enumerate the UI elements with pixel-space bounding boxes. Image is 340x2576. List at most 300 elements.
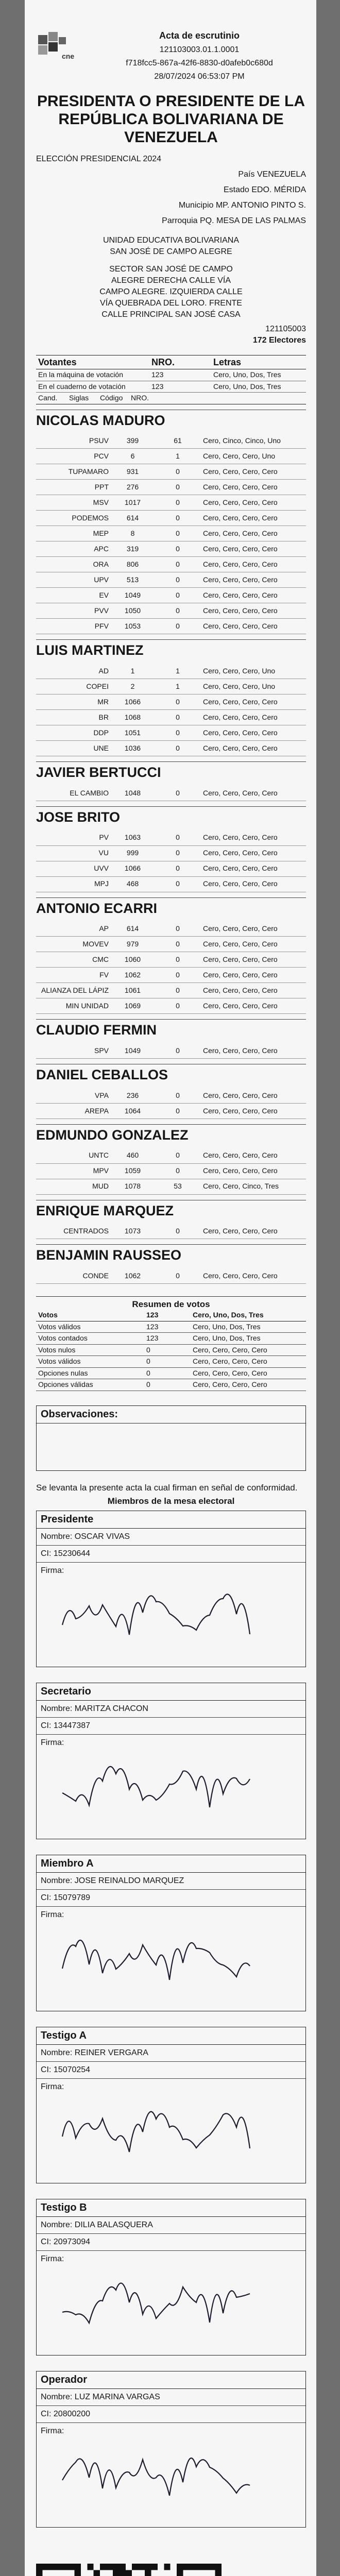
summary-row [36,1345,306,1357]
party-code: 806 [126,560,139,569]
party-votes: 0 [176,924,180,933]
cne-logo-icon [36,30,86,66]
candidate-name: CLAUDIO FERMIN [36,1019,306,1039]
party-acronym: UVV [94,864,109,873]
party-acronym: EL CAMBIO [70,788,109,797]
party-acronym: ALIANZA DEL LÁPIZ [41,986,109,995]
party-row [36,968,306,983]
member-role: Testigo A [37,2027,305,2045]
member-block [36,2199,306,2355]
party-row [36,1043,306,1059]
party-votes: 0 [176,849,180,857]
party-code: 1069 [124,1002,141,1010]
electors-count: 172 Electores [252,335,306,345]
member-role: Testigo B [37,2199,305,2217]
summary-rows [36,1321,306,1391]
signature-icon [52,1755,268,1822]
party-votes: 0 [176,1271,180,1280]
col-cand: Cand. [38,394,58,402]
row-label: En la máquina de votación [38,370,123,379]
party-row [36,694,306,710]
party-votes: 0 [176,955,180,964]
party-letters: Cero, Cero, Cinco, Tres [203,1182,279,1191]
summary-row [36,1333,306,1345]
election-meta [36,154,306,226]
party-code: 979 [126,940,139,948]
qr-code-icon [36,2564,222,2576]
center-line: ALEGRE DERECHA CALLE VÍA [111,276,231,285]
party-code: 1049 [124,1046,141,1055]
members-list [36,1511,306,2528]
scrutiny-receipt [25,0,316,2576]
member-role: Presidente [37,1511,305,1529]
party-acronym: MPJ [94,879,109,888]
party-row [36,541,306,557]
party-acronym: PODEMOS [72,514,109,522]
party-acronym: EV [99,591,109,600]
voting-center [36,235,306,346]
firma-label: Firma: [41,1910,64,1920]
summary-number: 0 [146,1357,150,1366]
member-ci: CI: 15079789 [37,1890,305,1907]
member-block [36,2027,306,2183]
party-votes: 0 [176,529,180,538]
party-code: 614 [126,514,139,522]
party-letters: Cero, Cero, Cero, Cero [203,955,278,964]
party-code: 236 [126,1091,139,1099]
member-block [36,2371,306,2528]
col-number: NRO. [151,357,175,367]
state: Estado EDO. MÉRIDA [223,185,306,194]
party-row [36,603,306,619]
party-votes: 0 [176,1106,180,1115]
closing-statement: Se levanta la presente acta la cual firman en señal de conformidad. [36,1482,298,1493]
row-label: En el cuaderno de votación [38,382,126,391]
party-acronym: VPA [95,1091,109,1099]
header-datetime: 28/07/2024 06:53:07 PM [154,72,245,81]
center-line: UNIDAD EDUCATIVA BOLIVARIANA [103,235,240,245]
party-letters: Cero, Cero, Cero, Cero [203,483,278,492]
summary-label: Opciones nulas [38,1368,88,1377]
candidate-name: JOSE BRITO [36,806,306,826]
party-letters: Cero, Cero, Cero, Cero [203,514,278,522]
party-votes: 1 [176,666,180,675]
party-code: 1062 [124,971,141,979]
signature-area [37,1735,305,1839]
member-name: Nombre: MARITZA CHACON [37,1701,305,1718]
candidate-name: NICOLAS MADURO [36,410,306,430]
summary-row [36,1356,306,1368]
party-acronym: CMC [92,955,109,964]
party-acronym: AD [98,666,109,675]
party-row [36,480,306,495]
signature-icon [52,2444,268,2511]
observations-label: Observaciones: [37,1406,305,1423]
col-siglas: Siglas [69,394,89,402]
party-code: 1078 [124,1182,141,1191]
party-acronym: COPEI [86,682,109,690]
party-votes: 0 [176,1002,180,1010]
party-code: 276 [126,483,139,492]
party-acronym: DDP [93,728,109,737]
col-code: Código [100,394,123,402]
summary-number: 0 [146,1380,150,1389]
member-role: Operador [37,2371,305,2389]
header [36,30,306,85]
party-acronym: APC [94,545,109,553]
party-code: 1062 [124,1271,141,1280]
table-row [36,381,306,393]
party-letters: Cero, Cero, Cero, Cero [203,1002,278,1010]
center-line: VÍA QUEBRADA DEL LORO. FRENTE [100,298,242,308]
party-acronym: BR [98,713,109,721]
party-votes: 0 [176,879,180,888]
party-letters: Cero, Cero, Cero, Cero [203,467,278,476]
firma-label: Firma: [41,2082,64,2092]
party-votes: 0 [176,545,180,553]
party-code: 513 [126,575,139,584]
party-code: 614 [126,924,139,933]
center-line: CAMPO ALEGRE. IZQUIERDA CALLE [99,287,243,296]
party-row [36,831,306,846]
party-acronym: MR [97,697,109,706]
party-votes: 0 [176,575,180,584]
party-letters: Cero, Cero, Cero, Cero [203,1227,278,1235]
summary-letters: Cero, Uno, Dos, Tres [193,1322,261,1331]
summary-head [36,1310,306,1321]
main-title: PRESIDENTA O PRESIDENTE DE LA REPÚBLICA BOLIVARIANA DE VENEZUELA [37,92,305,146]
signature-icon [52,1583,268,1650]
party-votes: 0 [176,971,180,979]
party-letters: Cero, Cero, Cero, Uno [203,666,276,675]
party-code: 460 [126,1151,139,1160]
party-row [36,588,306,603]
summary-label: Votos contados [38,1334,88,1343]
party-code: 1063 [124,833,141,842]
party-row [36,937,306,952]
party-letters: Cero, Cero, Cero, Uno [203,452,276,461]
party-acronym: AP [99,924,109,933]
signature-icon [52,2272,268,2338]
member-name: Nombre: OSCAR VIVAS [37,1529,305,1546]
party-row [36,1268,306,1284]
party-letters: Cero, Cero, Cero, Cero [203,498,278,507]
party-acronym: FV [99,971,109,979]
party-letters: Cero, Cero, Cero, Cero [203,1151,278,1160]
member-name: Nombre: DILIA BALASQUERA [37,2217,305,2234]
party-code: 1053 [124,622,141,631]
party-row [36,1088,306,1104]
row-letters: Cero, Uno, Dos, Tres [213,382,281,391]
party-letters: Cero, Cero, Cero, Cero [203,879,278,888]
party-letters: Cero, Cinco, Cinco, Uno [203,436,281,445]
party-code: 1017 [124,498,141,507]
party-votes: 0 [176,560,180,569]
party-row [36,433,306,449]
party-row [36,1164,306,1179]
party-letters: Cero, Cero, Cero, Cero [203,924,278,933]
party-acronym: PPT [94,483,109,492]
party-row [36,449,306,464]
party-letters: Cero, Cero, Cero, Cero [203,560,278,569]
party-letters: Cero, Cero, Cero, Cero [203,529,278,538]
summary-number: 123 [146,1311,159,1319]
party-letters: Cero, Cero, Cero, Cero [203,864,278,873]
summary-letters: Cero, Uno, Dos, Tres [193,1334,261,1343]
party-row [36,1179,306,1195]
member-role: Secretario [37,1683,305,1701]
party-votes: 0 [176,788,180,797]
firma-label: Firma: [41,2427,64,2436]
summary-number: 0 [146,1345,150,1354]
parish: Parroquia PQ. MESA DE LAS PALMAS [162,216,306,225]
party-row [36,1224,306,1239]
party-letters: Cero, Cero, Cero, Cero [203,1106,278,1115]
party-votes: 0 [176,591,180,600]
party-code: 399 [126,436,139,445]
summary-label: Votos nulos [38,1345,76,1354]
summary-number: 123 [146,1334,159,1343]
candidate-name: BENJAMIN RAUSSEO [36,1244,306,1264]
party-votes: 0 [176,606,180,615]
member-ci: CI: 20973094 [37,2234,305,2251]
party-row [36,725,306,741]
party-code: 1061 [124,986,141,995]
party-acronym: MPV [93,1166,109,1175]
party-code: 8 [130,529,135,538]
voters-table-header [36,355,306,370]
party-code: 1059 [124,1166,141,1175]
signature-area [37,2251,305,2355]
center-line: SAN JOSÉ DE CAMPO ALEGRE [110,247,232,256]
party-letters: Cero, Cero, Cero, Cero [203,743,278,752]
party-letters: Cero, Cero, Cero, Cero [203,728,278,737]
party-acronym: ORA [93,560,109,569]
party-acronym: UNE [93,743,109,752]
party-code: 1073 [124,1227,141,1235]
party-row [36,557,306,572]
party-votes: 61 [174,436,182,445]
party-votes: 0 [176,1091,180,1099]
signature-icon [52,1927,268,1994]
header-uuid: f718fcc5-867a-42f6-8830-d0afeb0c680d [126,58,273,67]
summary-label: Votos válidos [38,1357,81,1366]
party-row [36,741,306,756]
party-acronym: PCV [94,452,109,461]
member-name: Nombre: JOSE REINALDO MARQUEZ [37,1873,305,1890]
party-votes: 0 [176,697,180,706]
party-votes: 0 [176,1046,180,1055]
signature-area [37,2423,305,2527]
col-letters: Letras [213,357,242,367]
party-acronym: SPV [94,1046,109,1055]
party-letters: Cero, Cero, Cero, Cero [203,1166,278,1175]
party-code: 1036 [124,743,141,752]
member-ci: CI: 15230644 [37,1546,305,1563]
summary-number: 0 [146,1368,150,1377]
party-row [36,877,306,892]
party-votes: 0 [176,940,180,948]
party-letters: Cero, Cero, Cero, Cero [203,713,278,721]
candidate-name: ENRIQUE MARQUEZ [36,1200,306,1220]
party-acronym: PV [99,833,109,842]
summary-label: Votos válidos [38,1322,81,1331]
party-row [36,952,306,968]
col-voters: Votantes [38,357,77,367]
firma-label: Firma: [41,2255,64,2264]
party-acronym: PSUV [89,436,109,445]
party-votes: 0 [176,864,180,873]
party-votes: 0 [176,514,180,522]
party-votes: 0 [176,1227,180,1235]
candidate-name: DANIEL CEBALLOS [36,1064,306,1084]
country: País VENEZUELA [238,170,306,179]
party-row [36,846,306,861]
header-title: Acta de escrutinio [159,30,240,41]
party-acronym: CONDE [82,1271,109,1280]
party-code: 1068 [124,713,141,721]
party-votes: 0 [176,1151,180,1160]
party-code: 1049 [124,591,141,600]
party-acronym: VU [98,849,109,857]
party-votes: 1 [176,682,180,690]
party-letters: Cero, Cero, Cero, Cero [203,591,278,600]
party-row [36,572,306,588]
party-votes: 0 [176,622,180,631]
election-name: ELECCIÓN PRESIDENCIAL 2024 [36,154,162,163]
party-code: 1051 [124,728,141,737]
member-block [36,1511,306,1667]
summary-row [36,1368,306,1380]
signature-area [37,1563,305,1667]
party-acronym: CENTRADOS [63,1227,109,1235]
observations-box [36,1405,306,1471]
center-line: SECTOR SAN JOSÉ DE CAMPO [109,264,233,274]
party-row [36,679,306,694]
center-line: CALLE PRINCIPAL SAN JOSÉ CASA [101,310,241,319]
signature-area [37,1907,305,2011]
summary-letters: Cero, Cero, Cero, Cero [193,1357,267,1366]
party-acronym: PVV [94,606,109,615]
party-code: 1066 [124,697,141,706]
col-nro: NRO. [131,394,149,402]
party-code: 6 [130,452,135,461]
party-code: 1066 [124,864,141,873]
party-code: 319 [126,545,139,553]
candidates-subheader [36,393,306,404]
center-code: 121105003 [265,324,306,333]
party-acronym: UNTC [89,1151,109,1160]
firma-label: Firma: [41,1566,64,1575]
party-row [36,861,306,877]
summary-title: Resumen de votos [36,1296,306,1310]
member-name: Nombre: REINER VERGARA [37,2045,305,2062]
signature-area [37,2079,305,2183]
party-code: 1048 [124,788,141,797]
party-row [36,619,306,634]
member-ci: CI: 15070254 [37,2062,305,2079]
candidate-name: LUIS MARTINEZ [36,639,306,659]
member-block [36,1855,306,2011]
summary-label: Votos [38,1311,58,1319]
party-letters: Cero, Cero, Cero, Cero [203,606,278,615]
party-acronym: TUPAMARO [68,467,109,476]
party-code: 1 [130,666,135,675]
party-code: 931 [126,467,139,476]
party-letters: Cero, Cero, Cero, Cero [203,1091,278,1099]
party-votes: 0 [176,728,180,737]
signature-icon [52,2099,268,2166]
party-row [36,983,306,998]
member-block [36,1683,306,1839]
party-letters: Cero, Cero, Cero, Cero [203,940,278,948]
header-code: 121103003.01.1.0001 [159,45,240,54]
candidate-name: JAVIER BERTUCCI [36,761,306,782]
member-name: Nombre: LUZ MARINA VARGAS [37,2389,305,2406]
party-letters: Cero, Cero, Cero, Cero [203,697,278,706]
party-votes: 0 [176,986,180,995]
party-votes: 0 [176,483,180,492]
summary-row [36,1321,306,1333]
members-title: Miembros de la mesa electoral [107,1496,235,1506]
party-code: 2 [130,682,135,690]
party-code: 1050 [124,606,141,615]
party-code: 1064 [124,1106,141,1115]
party-letters: Cero, Cero, Cero, Cero [203,575,278,584]
party-acronym: MIN UNIDAD [65,1002,109,1010]
party-row [36,710,306,725]
party-row [36,921,306,937]
row-number: 123 [151,370,164,379]
summary-number: 123 [146,1322,159,1331]
party-acronym: MUD [92,1182,109,1191]
party-row [36,526,306,541]
party-letters: Cero, Cero, Cero, Cero [203,788,278,797]
summary-letters: Cero, Cero, Cero, Cero [193,1380,267,1389]
party-code: 1060 [124,955,141,964]
party-acronym: MEP [93,529,109,538]
party-votes: 0 [176,743,180,752]
summary-row [36,1379,306,1391]
summary-label: Opciones válidas [38,1380,93,1389]
party-row [36,786,306,801]
party-row [36,998,306,1014]
party-row [36,1104,306,1119]
party-row [36,511,306,526]
member-role: Miembro A [37,1855,305,1873]
party-row [36,1148,306,1164]
party-votes: 1 [176,452,180,461]
candidate-name: ANTONIO ECARRI [36,897,306,918]
row-letters: Cero, Uno, Dos, Tres [213,370,281,379]
party-letters: Cero, Cero, Cero, Cero [203,1271,278,1280]
party-acronym: AREPA [84,1106,109,1115]
party-votes: 0 [176,833,180,842]
party-row [36,464,306,480]
party-letters: Cero, Cero, Cero, Uno [203,682,276,690]
party-votes: 53 [174,1182,182,1191]
table-row [36,369,306,381]
party-votes: 0 [176,498,180,507]
party-letters: Cero, Cero, Cero, Cero [203,833,278,842]
party-votes: 0 [176,1166,180,1175]
member-ci: CI: 13447387 [37,1718,305,1735]
firma-label: Firma: [41,1738,64,1748]
party-row [36,664,306,679]
party-acronym: UPV [94,575,109,584]
summary-letters: Cero, Uno, Dos, Tres [193,1311,264,1319]
party-votes: 0 [176,713,180,721]
